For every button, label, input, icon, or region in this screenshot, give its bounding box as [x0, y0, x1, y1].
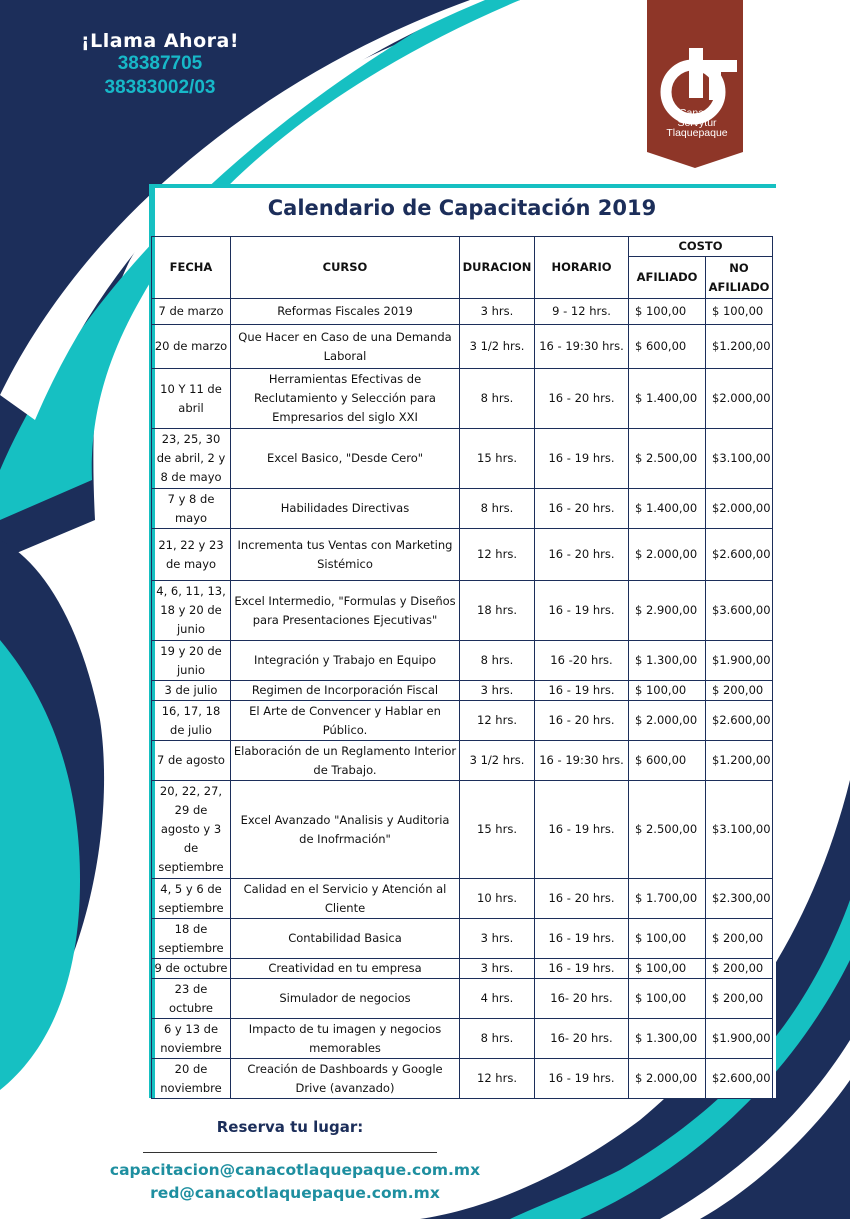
table-row	[152, 489, 773, 529]
cell-duracion: 3 hrs.	[460, 681, 535, 701]
cell-fecha: 7 de agosto	[152, 741, 231, 781]
cell-curso: Excel Intermedio, "Formulas y Diseños para Presentaciones Ejecutivas"	[231, 581, 460, 641]
cell-no-afiliado: $2.000,00	[706, 489, 773, 529]
cell-no-afiliado: $1.900,00	[706, 1019, 773, 1059]
table-row	[152, 879, 773, 919]
cell-duracion: 3 hrs.	[460, 919, 535, 959]
table-row	[152, 529, 773, 581]
cell-horario: 16 - 19 hrs.	[535, 919, 629, 959]
cell-no-afiliado: $2.300,00	[706, 879, 773, 919]
cell-horario: 16 - 19 hrs.	[535, 681, 629, 701]
cell-duracion: 12 hrs.	[460, 701, 535, 741]
cell-horario: 16 - 19:30 hrs.	[535, 325, 629, 369]
footer-divider	[143, 1152, 437, 1153]
cell-duracion: 8 hrs.	[460, 1019, 535, 1059]
table-row	[152, 959, 773, 979]
cell-horario: 16 - 20 hrs.	[535, 529, 629, 581]
cell-afiliado: $ 100,00	[629, 959, 706, 979]
cell-duracion: 8 hrs.	[460, 369, 535, 429]
cell-fecha: 23, 25, 30 de abril, 2 y 8 de mayo	[152, 429, 231, 489]
logo-line-2: Servytur	[677, 117, 717, 129]
cell-duracion: 3 1/2 hrs.	[460, 741, 535, 781]
cell-curso: Impacto de tu imagen y negocios memorables	[231, 1019, 460, 1059]
table-row	[152, 701, 773, 741]
cell-fecha: 4, 5 y 6 de septiembre	[152, 879, 231, 919]
cell-curso: Contabilidad Basica	[231, 919, 460, 959]
call-now-title: ¡Llama Ahora!	[81, 30, 239, 52]
cell-curso: Creación de Dashboards y Google Drive (avanzado)	[231, 1059, 460, 1099]
cell-curso: Simulador de negocios	[231, 979, 460, 1019]
cell-duracion: 3 hrs.	[460, 299, 535, 325]
cell-horario: 16 - 20 hrs.	[535, 369, 629, 429]
cell-fecha: 10 Y 11 de abril	[152, 369, 231, 429]
cell-afiliado: $ 600,00	[629, 741, 706, 781]
cell-horario: 16- 20 hrs.	[535, 1019, 629, 1059]
cell-afiliado: $ 2.900,00	[629, 581, 706, 641]
email-red-link[interactable]: red@canacotlaquepaque.com.mx	[150, 1184, 440, 1202]
cell-fecha: 19 y 20 de junio	[152, 641, 231, 681]
cell-no-afiliado: $2.600,00	[706, 701, 773, 741]
cell-fecha: 3 de julio	[152, 681, 231, 701]
cell-duracion: 4 hrs.	[460, 979, 535, 1019]
phone-number-2[interactable]: 38383002/03	[104, 77, 216, 98]
cell-no-afiliado: $ 100,00	[706, 299, 773, 325]
cell-no-afiliado: $3.100,00	[706, 781, 773, 879]
cell-curso: El Arte de Convencer y Hablar en Público.	[231, 701, 460, 741]
cell-curso: Herramientas Efectivas de Reclutamiento y Selección para Empresarios del siglo XXI	[231, 369, 460, 429]
table-row	[152, 581, 773, 641]
table-row	[152, 1059, 773, 1099]
cell-curso: Incrementa tus Ventas con Marketing Sistémico	[231, 529, 460, 581]
cell-horario: 9 - 12 hrs.	[535, 299, 629, 325]
cell-afiliado: $ 100,00	[629, 299, 706, 325]
cell-duracion: 8 hrs.	[460, 641, 535, 681]
phone-number-1[interactable]: 38387705	[117, 53, 203, 74]
cell-fecha: 23 de octubre	[152, 979, 231, 1019]
cell-curso: Reformas Fiscales 2019	[231, 299, 460, 325]
cell-no-afiliado: $1.900,00	[706, 641, 773, 681]
cell-duracion: 3 1/2 hrs.	[460, 325, 535, 369]
cell-afiliado: $ 2.000,00	[629, 701, 706, 741]
reserve-label: Reserva tu lugar:	[216, 1118, 364, 1136]
cell-duracion: 18 hrs.	[460, 581, 535, 641]
cell-afiliado: $ 1.300,00	[629, 1019, 706, 1059]
cell-no-afiliado: $ 200,00	[706, 979, 773, 1019]
header-fecha: FECHA	[152, 237, 231, 299]
cell-curso: Que Hacer en Caso de una Demanda Laboral	[231, 325, 460, 369]
cell-fecha: 21, 22 y 23 de mayo	[152, 529, 231, 581]
logo-line-1: Canaco	[678, 107, 716, 119]
calendar-table	[151, 236, 773, 1099]
sheet-top-accent	[149, 184, 776, 188]
cell-horario: 16 - 19:30 hrs.	[535, 741, 629, 781]
cell-curso: Habilidades Directivas	[231, 489, 460, 529]
cell-afiliado: $ 2.000,00	[629, 529, 706, 581]
cell-fecha: 7 y 8 de mayo	[152, 489, 231, 529]
header-no-afiliado: NO AFILIADO	[706, 257, 773, 299]
cell-afiliado: $ 600,00	[629, 325, 706, 369]
cell-no-afiliado: $2.000,00	[706, 369, 773, 429]
cell-fecha: 16, 17, 18 de julio	[152, 701, 231, 741]
cell-horario: 16 - 19 hrs.	[535, 581, 629, 641]
cell-horario: 16 - 19 hrs.	[535, 959, 629, 979]
cell-curso: Regimen de Incorporación Fiscal	[231, 681, 460, 701]
cell-horario: 16 - 20 hrs.	[535, 489, 629, 529]
cell-fecha: 4, 6, 11, 13, 18 y 20 de junio	[152, 581, 231, 641]
cell-fecha: 9 de octubre	[152, 959, 231, 979]
cell-no-afiliado: $ 200,00	[706, 681, 773, 701]
cell-horario: 16 - 20 hrs.	[535, 879, 629, 919]
canaco-logo	[647, 0, 743, 168]
cell-afiliado: $ 100,00	[629, 979, 706, 1019]
cell-fecha: 6 y 13 de noviembre	[152, 1019, 231, 1059]
table-row	[152, 681, 773, 701]
table-row	[152, 979, 773, 1019]
cell-fecha: 20 de noviembre	[152, 1059, 231, 1099]
cell-no-afiliado: $ 200,00	[706, 919, 773, 959]
cell-afiliado: $ 2.000,00	[629, 1059, 706, 1099]
header-afiliado: AFILIADO	[629, 257, 706, 299]
cell-horario: 16 - 19 hrs.	[535, 1059, 629, 1099]
table-row	[152, 369, 773, 429]
cell-fecha: 20 de marzo	[152, 325, 231, 369]
cell-duracion: 8 hrs.	[460, 489, 535, 529]
logo-line-3: Tlaquepaque	[666, 127, 728, 139]
cell-curso: Calidad en el Servicio y Atención al Cliente	[231, 879, 460, 919]
cell-duracion: 3 hrs.	[460, 959, 535, 979]
cell-afiliado: $ 100,00	[629, 681, 706, 701]
cell-afiliado: $ 1.400,00	[629, 369, 706, 429]
table-row	[152, 1019, 773, 1059]
cell-fecha: 18 de septiembre	[152, 919, 231, 959]
cell-fecha: 20, 22, 27, 29 de agosto y 3 de septiembre	[152, 781, 231, 879]
cell-no-afiliado: $1.200,00	[706, 741, 773, 781]
cell-duracion: 15 hrs.	[460, 429, 535, 489]
cell-horario: 16 - 19 hrs.	[535, 781, 629, 879]
call-now-block	[70, 30, 250, 100]
cell-no-afiliado: $ 200,00	[706, 959, 773, 979]
header-duracion: DURACION	[460, 237, 535, 299]
table-row	[152, 429, 773, 489]
cell-curso: Integración y Trabajo en Equipo	[231, 641, 460, 681]
table-row	[152, 641, 773, 681]
cell-afiliado: $ 2.500,00	[629, 781, 706, 879]
footer	[0, 1118, 580, 1136]
cell-no-afiliado: $3.100,00	[706, 429, 773, 489]
calendar-title: Calendario de Capacitación 2019	[267, 196, 657, 220]
header-horario: HORARIO	[535, 237, 629, 299]
email-capacitacion-link[interactable]: capacitacion@canacotlaquepaque.com.mx	[109, 1161, 481, 1179]
cell-fecha: 7 de marzo	[152, 299, 231, 325]
cell-duracion: 15 hrs.	[460, 781, 535, 879]
cell-afiliado: $ 1.400,00	[629, 489, 706, 529]
cell-horario: 16 -20 hrs.	[535, 641, 629, 681]
cell-duracion: 12 hrs.	[460, 1059, 535, 1099]
cell-no-afiliado: $2.600,00	[706, 529, 773, 581]
cell-curso: Excel Basico, "Desde Cero"	[231, 429, 460, 489]
cell-no-afiliado: $1.200,00	[706, 325, 773, 369]
cell-no-afiliado: $2.600,00	[706, 1059, 773, 1099]
cell-curso: Excel Avanzado "Analisis y Auditoria de Inofrmación"	[231, 781, 460, 879]
header-curso: CURSO	[231, 237, 460, 299]
table-row	[152, 299, 773, 325]
cell-afiliado: $ 1.300,00	[629, 641, 706, 681]
table-row	[152, 325, 773, 369]
cell-duracion: 12 hrs.	[460, 529, 535, 581]
cell-afiliado: $ 100,00	[629, 919, 706, 959]
cell-horario: 16 - 19 hrs.	[535, 429, 629, 489]
cell-duracion: 10 hrs.	[460, 879, 535, 919]
cell-afiliado: $ 2.500,00	[629, 429, 706, 489]
table-row	[152, 919, 773, 959]
logo-text	[650, 108, 744, 138]
table-row	[152, 741, 773, 781]
cell-afiliado: $ 1.700,00	[629, 879, 706, 919]
cell-horario: 16 - 20 hrs.	[535, 701, 629, 741]
cell-curso: Creatividad en tu empresa	[231, 959, 460, 979]
cell-horario: 16- 20 hrs.	[535, 979, 629, 1019]
table-row	[152, 781, 773, 879]
cell-no-afiliado: $3.600,00	[706, 581, 773, 641]
header-costo: COSTO	[629, 237, 773, 257]
cell-curso: Elaboración de un Reglamento Interior de Trabajo.	[231, 741, 460, 781]
